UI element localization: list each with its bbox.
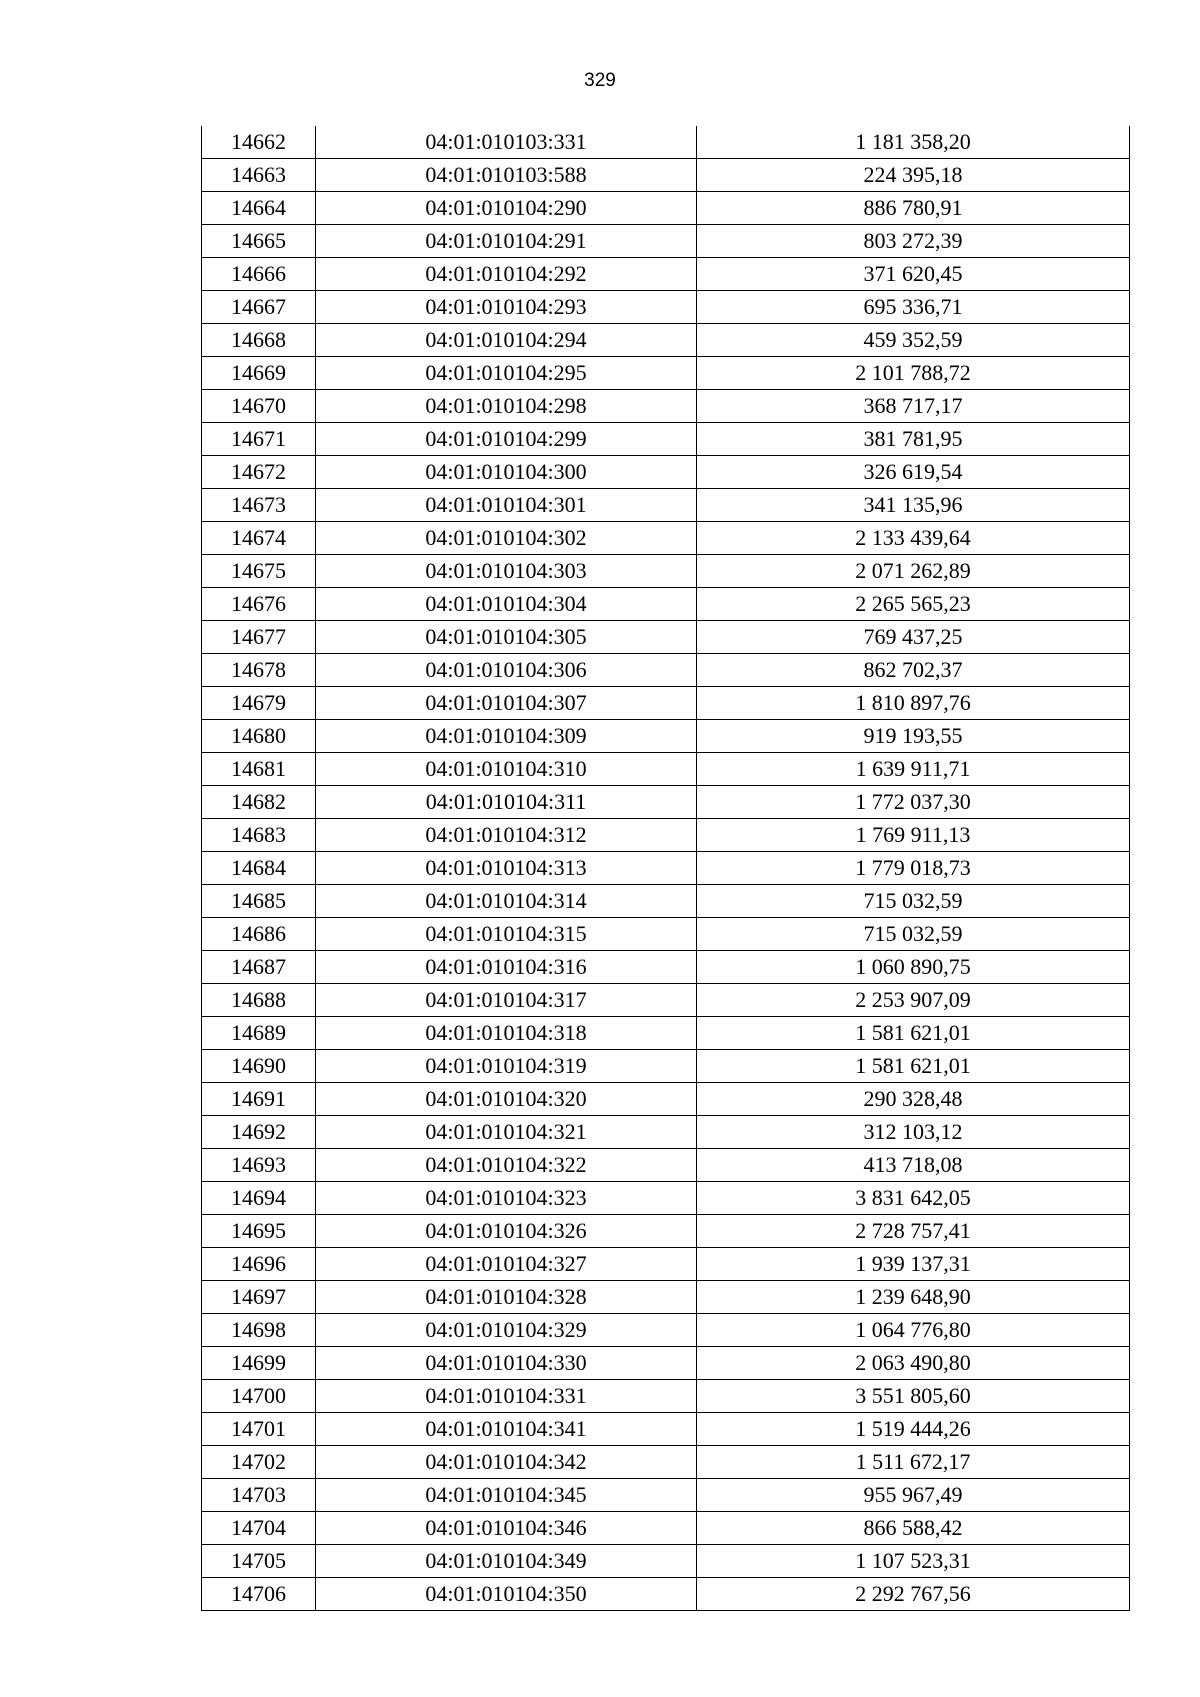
cadastral-number-cell: 04:01:010104:302 xyxy=(316,522,697,555)
row-number-cell: 14693 xyxy=(202,1149,316,1182)
row-number-cell: 14676 xyxy=(202,588,316,621)
cadastral-value-cell: 1 511 672,17 xyxy=(697,1446,1130,1479)
row-number-cell: 14702 xyxy=(202,1446,316,1479)
cadastral-value-cell: 695 336,71 xyxy=(697,291,1130,324)
table-row xyxy=(202,654,1130,687)
cadastral-number-cell: 04:01:010104:305 xyxy=(316,621,697,654)
cadastral-number-cell: 04:01:010104:341 xyxy=(316,1413,697,1446)
cadastral-number-cell: 04:01:010104:326 xyxy=(316,1215,697,1248)
row-number-cell: 14696 xyxy=(202,1248,316,1281)
cadastral-number-cell: 04:01:010104:316 xyxy=(316,951,697,984)
row-number-cell: 14683 xyxy=(202,819,316,852)
table-body xyxy=(202,126,1130,1611)
cadastral-value-cell: 312 103,12 xyxy=(697,1116,1130,1149)
cadastral-value-cell: 2 292 767,56 xyxy=(697,1578,1130,1611)
row-number-cell: 14673 xyxy=(202,489,316,522)
row-number-cell: 14675 xyxy=(202,555,316,588)
cadastral-number-cell: 04:01:010104:319 xyxy=(316,1050,697,1083)
cadastral-value-cell: 1 581 621,01 xyxy=(697,1017,1130,1050)
cadastral-value-cell: 3 831 642,05 xyxy=(697,1182,1130,1215)
cadastral-value-cell: 368 717,17 xyxy=(697,390,1130,423)
row-number-cell: 14682 xyxy=(202,786,316,819)
cadastral-number-cell: 04:01:010104:299 xyxy=(316,423,697,456)
table-row xyxy=(202,786,1130,819)
row-number-cell: 14665 xyxy=(202,225,316,258)
cadastral-value-cell: 866 588,42 xyxy=(697,1512,1130,1545)
table-row xyxy=(202,1512,1130,1545)
table-row xyxy=(202,1017,1130,1050)
cadastral-number-cell: 04:01:010103:331 xyxy=(316,126,697,159)
cadastral-number-cell: 04:01:010104:345 xyxy=(316,1479,697,1512)
row-number-cell: 14667 xyxy=(202,291,316,324)
cadastral-number-cell: 04:01:010103:588 xyxy=(316,159,697,192)
cadastral-number-cell: 04:01:010104:309 xyxy=(316,720,697,753)
table-row xyxy=(202,126,1130,159)
cadastral-value-cell: 715 032,59 xyxy=(697,885,1130,918)
cadastral-number-cell: 04:01:010104:300 xyxy=(316,456,697,489)
row-number-cell: 14671 xyxy=(202,423,316,456)
table-row xyxy=(202,819,1130,852)
cadastral-value-cell: 326 619,54 xyxy=(697,456,1130,489)
row-number-cell: 14699 xyxy=(202,1347,316,1380)
table-row xyxy=(202,1578,1130,1611)
cadastral-value-cell: 3 551 805,60 xyxy=(697,1380,1130,1413)
cadastral-value-table xyxy=(201,126,1130,1611)
cadastral-value-cell: 1 519 444,26 xyxy=(697,1413,1130,1446)
table-row xyxy=(202,1182,1130,1215)
table-row xyxy=(202,885,1130,918)
cadastral-number-cell: 04:01:010104:293 xyxy=(316,291,697,324)
row-number-cell: 14664 xyxy=(202,192,316,225)
cadastral-value-cell: 2 101 788,72 xyxy=(697,357,1130,390)
cadastral-value-cell: 1 810 897,76 xyxy=(697,687,1130,720)
row-number-cell: 14684 xyxy=(202,852,316,885)
cadastral-value-cell: 1 060 890,75 xyxy=(697,951,1130,984)
row-number-cell: 14680 xyxy=(202,720,316,753)
table-row xyxy=(202,225,1130,258)
cadastral-value-cell: 341 135,96 xyxy=(697,489,1130,522)
row-number-cell: 14698 xyxy=(202,1314,316,1347)
table-row xyxy=(202,1083,1130,1116)
cadastral-value-cell: 862 702,37 xyxy=(697,654,1130,687)
cadastral-number-cell: 04:01:010104:318 xyxy=(316,1017,697,1050)
table-row xyxy=(202,1149,1130,1182)
table-row xyxy=(202,918,1130,951)
row-number-cell: 14686 xyxy=(202,918,316,951)
table-row xyxy=(202,555,1130,588)
cadastral-number-cell: 04:01:010104:342 xyxy=(316,1446,697,1479)
table-row xyxy=(202,1380,1130,1413)
cadastral-number-cell: 04:01:010104:290 xyxy=(316,192,697,225)
row-number-cell: 14669 xyxy=(202,357,316,390)
cadastral-value-cell: 803 272,39 xyxy=(697,225,1130,258)
cadastral-value-cell: 919 193,55 xyxy=(697,720,1130,753)
row-number-cell: 14674 xyxy=(202,522,316,555)
table-row xyxy=(202,324,1130,357)
row-number-cell: 14672 xyxy=(202,456,316,489)
cadastral-number-cell: 04:01:010104:315 xyxy=(316,918,697,951)
cadastral-number-cell: 04:01:010104:304 xyxy=(316,588,697,621)
row-number-cell: 14670 xyxy=(202,390,316,423)
cadastral-number-cell: 04:01:010104:349 xyxy=(316,1545,697,1578)
row-number-cell: 14677 xyxy=(202,621,316,654)
cadastral-number-cell: 04:01:010104:313 xyxy=(316,852,697,885)
table-row xyxy=(202,1314,1130,1347)
cadastral-number-cell: 04:01:010104:330 xyxy=(316,1347,697,1380)
cadastral-value-cell: 413 718,08 xyxy=(697,1149,1130,1182)
table-row xyxy=(202,720,1130,753)
table-row xyxy=(202,1281,1130,1314)
cadastral-value-cell: 1 769 911,13 xyxy=(697,819,1130,852)
table-row xyxy=(202,621,1130,654)
table-row xyxy=(202,1479,1130,1512)
row-number-cell: 14690 xyxy=(202,1050,316,1083)
cadastral-value-cell: 1 581 621,01 xyxy=(697,1050,1130,1083)
cadastral-number-cell: 04:01:010104:310 xyxy=(316,753,697,786)
cadastral-number-cell: 04:01:010104:294 xyxy=(316,324,697,357)
cadastral-number-cell: 04:01:010104:314 xyxy=(316,885,697,918)
table-row xyxy=(202,192,1130,225)
table-row xyxy=(202,1347,1130,1380)
cadastral-number-cell: 04:01:010104:327 xyxy=(316,1248,697,1281)
table-row xyxy=(202,1050,1130,1083)
row-number-cell: 14697 xyxy=(202,1281,316,1314)
cadastral-value-cell: 2 071 262,89 xyxy=(697,555,1130,588)
table-row xyxy=(202,159,1130,192)
table-row xyxy=(202,291,1130,324)
cadastral-value-cell: 1 639 911,71 xyxy=(697,753,1130,786)
row-number-cell: 14666 xyxy=(202,258,316,291)
cadastral-number-cell: 04:01:010104:321 xyxy=(316,1116,697,1149)
table-row xyxy=(202,588,1130,621)
cadastral-value-cell: 886 780,91 xyxy=(697,192,1130,225)
cadastral-value-cell: 224 395,18 xyxy=(697,159,1130,192)
row-number-cell: 14681 xyxy=(202,753,316,786)
cadastral-value-cell: 1 181 358,20 xyxy=(697,126,1130,159)
cadastral-value-cell: 290 328,48 xyxy=(697,1083,1130,1116)
cadastral-value-cell: 371 620,45 xyxy=(697,258,1130,291)
row-number-cell: 14679 xyxy=(202,687,316,720)
cadastral-value-cell: 955 967,49 xyxy=(697,1479,1130,1512)
table-row xyxy=(202,984,1130,1017)
cadastral-number-cell: 04:01:010104:312 xyxy=(316,819,697,852)
row-number-cell: 14706 xyxy=(202,1578,316,1611)
table-row xyxy=(202,1545,1130,1578)
row-number-cell: 14662 xyxy=(202,126,316,159)
cadastral-number-cell: 04:01:010104:298 xyxy=(316,390,697,423)
row-number-cell: 14692 xyxy=(202,1116,316,1149)
row-number-cell: 14701 xyxy=(202,1413,316,1446)
row-number-cell: 14700 xyxy=(202,1380,316,1413)
cadastral-value-cell: 1 772 037,30 xyxy=(697,786,1130,819)
row-number-cell: 14687 xyxy=(202,951,316,984)
row-number-cell: 14703 xyxy=(202,1479,316,1512)
cadastral-value-cell: 1 107 523,31 xyxy=(697,1545,1130,1578)
row-number-cell: 14678 xyxy=(202,654,316,687)
cadastral-number-cell: 04:01:010104:317 xyxy=(316,984,697,1017)
cadastral-value-cell: 1 239 648,90 xyxy=(697,1281,1130,1314)
cadastral-value-cell: 1 939 137,31 xyxy=(697,1248,1130,1281)
row-number-cell: 14705 xyxy=(202,1545,316,1578)
cadastral-value-cell: 2 728 757,41 xyxy=(697,1215,1130,1248)
cadastral-value-cell: 715 032,59 xyxy=(697,918,1130,951)
cadastral-value-cell: 2 265 565,23 xyxy=(697,588,1130,621)
cadastral-number-cell: 04:01:010104:320 xyxy=(316,1083,697,1116)
row-number-cell: 14688 xyxy=(202,984,316,1017)
cadastral-number-cell: 04:01:010104:301 xyxy=(316,489,697,522)
cadastral-number-cell: 04:01:010104:329 xyxy=(316,1314,697,1347)
cadastral-value-cell: 459 352,59 xyxy=(697,324,1130,357)
cadastral-value-cell: 2 253 907,09 xyxy=(697,984,1130,1017)
table-row xyxy=(202,456,1130,489)
table-row xyxy=(202,489,1130,522)
cadastral-number-cell: 04:01:010104:323 xyxy=(316,1182,697,1215)
cadastral-number-cell: 04:01:010104:306 xyxy=(316,654,697,687)
cadastral-number-cell: 04:01:010104:331 xyxy=(316,1380,697,1413)
row-number-cell: 14663 xyxy=(202,159,316,192)
table-row xyxy=(202,390,1130,423)
table-row xyxy=(202,687,1130,720)
page-number: 329 xyxy=(584,70,616,91)
row-number-cell: 14694 xyxy=(202,1182,316,1215)
table-row xyxy=(202,951,1130,984)
cadastral-number-cell: 04:01:010104:295 xyxy=(316,357,697,390)
table-row xyxy=(202,423,1130,456)
cadastral-number-cell: 04:01:010104:350 xyxy=(316,1578,697,1611)
cadastral-number-cell: 04:01:010104:311 xyxy=(316,786,697,819)
table-row xyxy=(202,852,1130,885)
cadastral-number-cell: 04:01:010104:346 xyxy=(316,1512,697,1545)
table-row xyxy=(202,522,1130,555)
table-row xyxy=(202,1413,1130,1446)
row-number-cell: 14691 xyxy=(202,1083,316,1116)
cadastral-value-cell: 769 437,25 xyxy=(697,621,1130,654)
row-number-cell: 14704 xyxy=(202,1512,316,1545)
table-row xyxy=(202,1116,1130,1149)
cadastral-value-cell: 2 063 490,80 xyxy=(697,1347,1130,1380)
cadastral-number-cell: 04:01:010104:307 xyxy=(316,687,697,720)
cadastral-number-cell: 04:01:010104:322 xyxy=(316,1149,697,1182)
cadastral-number-cell: 04:01:010104:291 xyxy=(316,225,697,258)
row-number-cell: 14685 xyxy=(202,885,316,918)
cadastral-number-cell: 04:01:010104:303 xyxy=(316,555,697,588)
table-row xyxy=(202,357,1130,390)
table-row xyxy=(202,1215,1130,1248)
cadastral-number-cell: 04:01:010104:328 xyxy=(316,1281,697,1314)
row-number-cell: 14689 xyxy=(202,1017,316,1050)
table-row xyxy=(202,1248,1130,1281)
cadastral-value-cell: 2 133 439,64 xyxy=(697,522,1130,555)
cadastral-number-cell: 04:01:010104:292 xyxy=(316,258,697,291)
cadastral-value-cell: 1 064 776,80 xyxy=(697,1314,1130,1347)
table-row xyxy=(202,753,1130,786)
row-number-cell: 14695 xyxy=(202,1215,316,1248)
cadastral-value-cell: 1 779 018,73 xyxy=(697,852,1130,885)
cadastral-value-cell: 381 781,95 xyxy=(697,423,1130,456)
row-number-cell: 14668 xyxy=(202,324,316,357)
table-row xyxy=(202,258,1130,291)
table-row xyxy=(202,1446,1130,1479)
